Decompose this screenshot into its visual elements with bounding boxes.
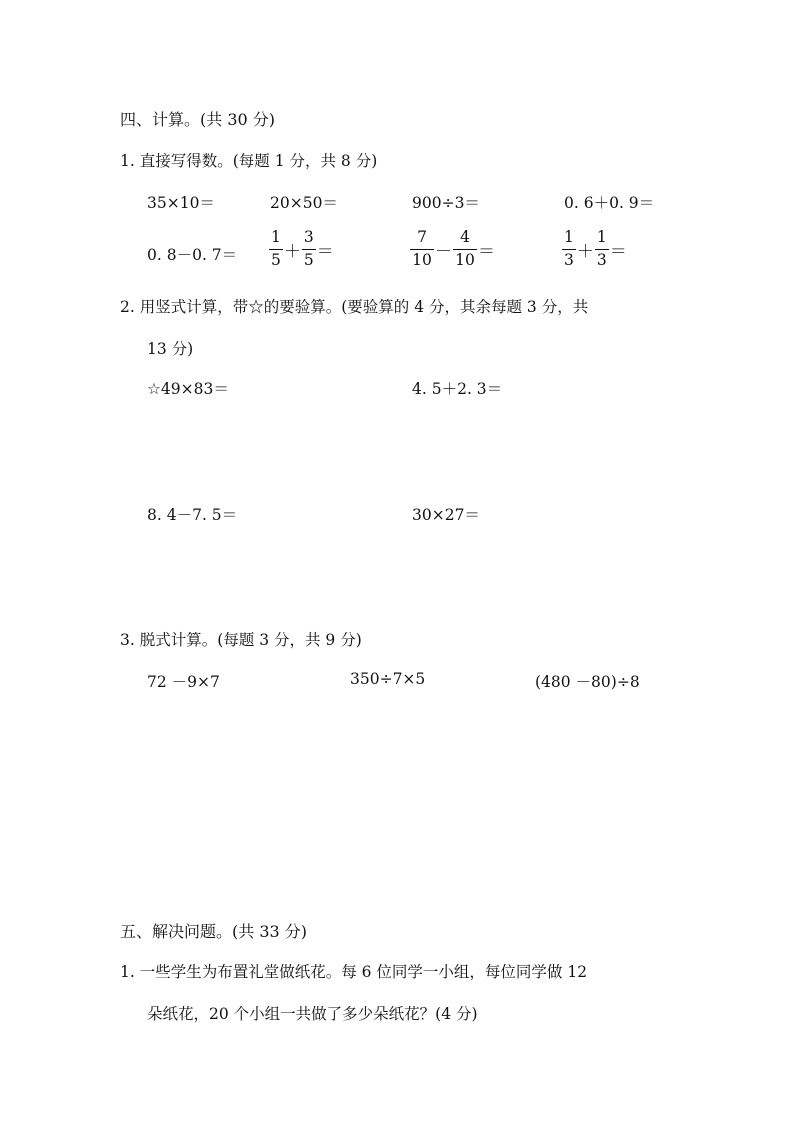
q1-item-7-fraction-expression bbox=[410, 230, 496, 268]
numerator: 3 bbox=[303, 228, 314, 246]
q2-title-line-1: 2. 用竖式计算，带☆的要验算。(要验算的 4 分，其余每题 3 分，共 bbox=[120, 298, 589, 316]
equals-sign: ＝ bbox=[609, 241, 627, 262]
denominator: 3 bbox=[596, 250, 607, 269]
fraction bbox=[595, 230, 609, 268]
fraction bbox=[562, 230, 576, 268]
q1-item-8-fraction-expression bbox=[562, 230, 628, 268]
q1-title: 1. 直接写得数。(每题 1 分，共 8 分) bbox=[120, 152, 378, 170]
q2-item-3: 8. 4－7. 5＝ bbox=[147, 506, 238, 524]
q3-item-3: (480 －80)÷8 bbox=[535, 673, 640, 691]
q1-item-3: 900÷3＝ bbox=[412, 194, 480, 212]
denominator: 10 bbox=[410, 249, 434, 269]
equals-sign: ＝ bbox=[478, 241, 495, 262]
denominator: 5 bbox=[303, 250, 314, 269]
denominator: 10 bbox=[453, 249, 477, 269]
fraction bbox=[453, 230, 477, 268]
q2-item-4: 30×27＝ bbox=[412, 506, 480, 524]
denominator: 5 bbox=[271, 250, 281, 269]
operator: ＋ bbox=[283, 241, 301, 262]
q3-title: 3. 脱式计算。(每题 3 分，共 9 分) bbox=[120, 631, 362, 649]
q1-item-6-fraction-expression bbox=[269, 230, 335, 268]
numerator: 4 bbox=[460, 228, 470, 246]
numerator: 1 bbox=[564, 228, 574, 246]
equals-sign: ＝ bbox=[316, 241, 334, 262]
numerator: 7 bbox=[417, 228, 427, 246]
fraction bbox=[269, 230, 283, 268]
operator: ＋ bbox=[576, 241, 594, 262]
q3-item-2: 350÷7×5 bbox=[350, 670, 426, 688]
q1-item-5: 0. 8－0. 7＝ bbox=[147, 246, 238, 264]
s5-q1-line-2: 朵纸花，20 个小组一共做了多少朵纸花？(4 分) bbox=[147, 1005, 478, 1023]
q2-item-1: ☆49×83＝ bbox=[147, 380, 229, 398]
q3-item-1: 72 －9×7 bbox=[147, 673, 220, 691]
numerator: 1 bbox=[271, 228, 281, 246]
q2-item-2: 4. 5＋2. 3＝ bbox=[412, 380, 503, 398]
numerator: 1 bbox=[596, 228, 607, 246]
q2-title-line-2: 13 分) bbox=[147, 340, 194, 358]
fraction bbox=[410, 230, 434, 268]
s5-q1-line-1: 1. 一些学生为布置礼堂做纸花。每 6 位同学一小组，每位同学做 12 bbox=[120, 963, 588, 981]
section-5-title: 五、解决问题。(共 33 分) bbox=[120, 922, 308, 941]
q1-item-2: 20×50＝ bbox=[270, 194, 338, 212]
q1-item-4: 0. 6＋0. 9＝ bbox=[564, 194, 655, 212]
denominator: 3 bbox=[564, 250, 574, 269]
fraction bbox=[302, 230, 316, 268]
operator: － bbox=[435, 241, 452, 262]
q1-item-1: 35×10＝ bbox=[147, 194, 215, 212]
section-4-title: 四、计算。(共 30 分) bbox=[120, 110, 276, 129]
